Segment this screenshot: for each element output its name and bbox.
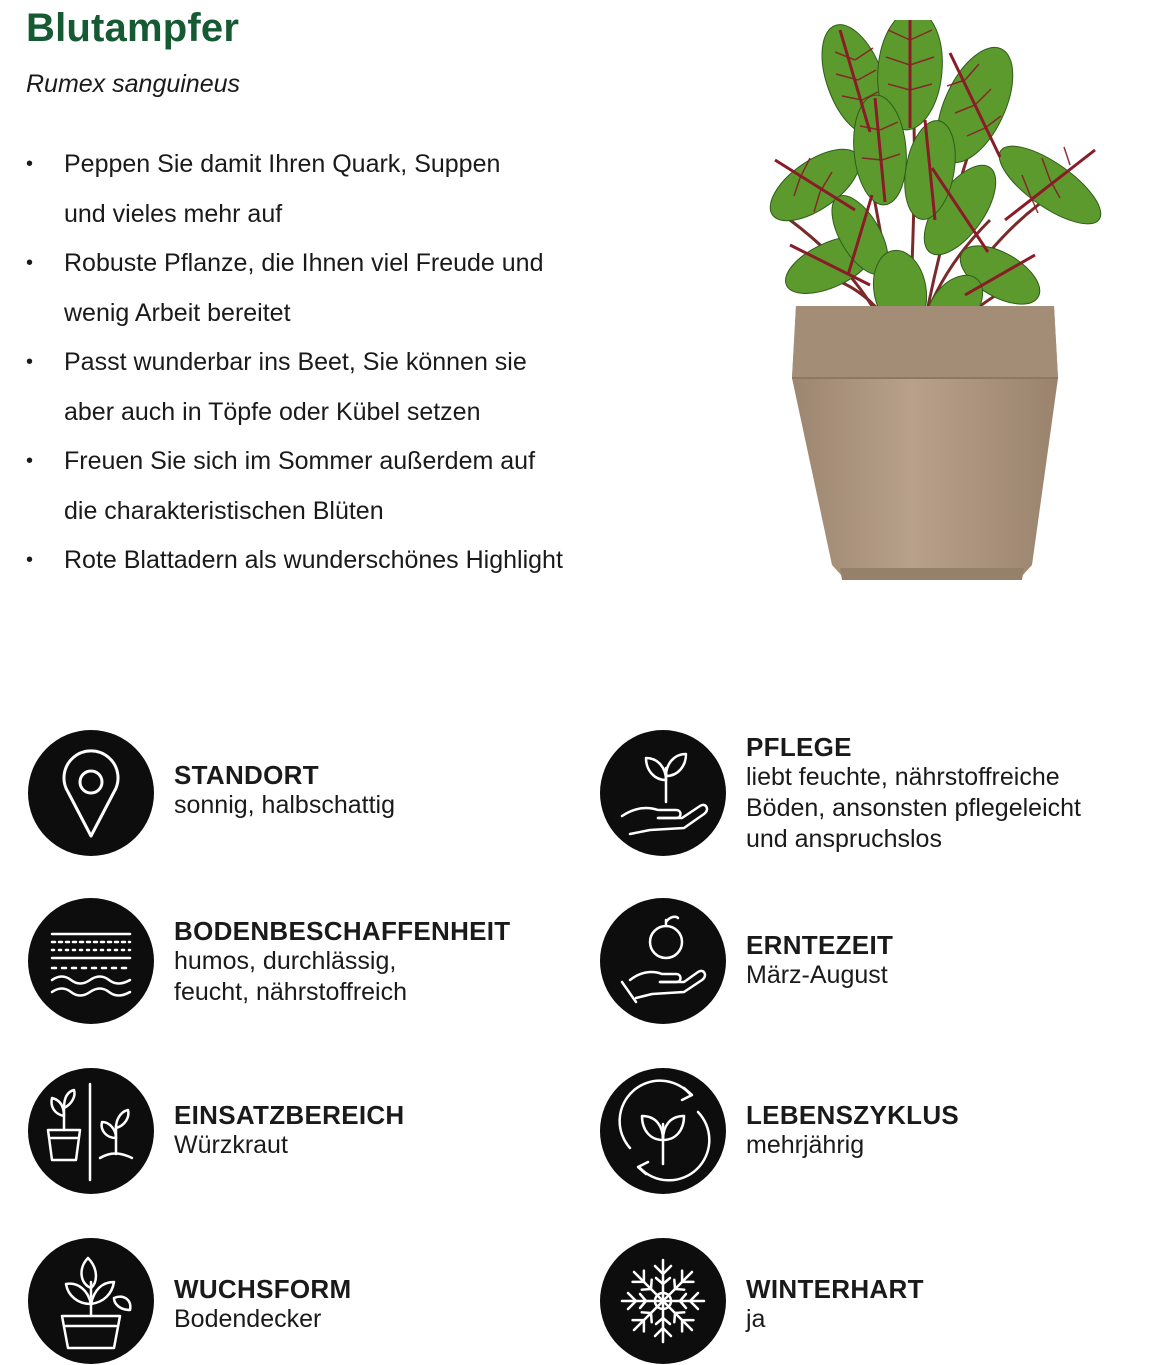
feature-value: liebt feuchte, nährstoffreiche: [746, 763, 1060, 791]
bullet-item: [26, 338, 626, 437]
product-title: Blutampfer: [26, 6, 240, 50]
bullet-dot: •: [26, 252, 34, 274]
bullet-dot: •: [26, 450, 34, 472]
bullet-text: Robuste Pflanze, die Ihnen viel Freude und: [64, 249, 544, 277]
feature-heading: PFLEGE: [746, 732, 852, 762]
feature-heading: EINSATZBEREICH: [174, 1100, 405, 1130]
feature-heading: WUCHSFORM: [174, 1274, 352, 1304]
feature-heading: LEBENSZYKLUS: [746, 1100, 960, 1130]
feature-value: mehrjährig: [746, 1131, 865, 1159]
pot-and-bed-icon: [28, 1068, 154, 1194]
life-cycle-icon: [600, 1068, 726, 1194]
feature-value: Bodendecker: [174, 1305, 322, 1333]
bullet-text: Freuen Sie sich im Sommer außerdem auf: [64, 447, 536, 475]
feature-value: März-August: [746, 961, 888, 989]
feature-wuchsform: [28, 1238, 351, 1364]
feature-value: feucht, nährstoffreich: [174, 978, 408, 1006]
bullet-item: [26, 536, 626, 586]
bullet-dot: •: [26, 351, 34, 373]
bullet-dot: •: [26, 153, 34, 175]
feature-value: ja: [746, 1305, 766, 1333]
latin-name: Rumex sanguineus: [26, 70, 241, 98]
soil-layers-icon: [28, 898, 154, 1024]
seedling-hand-icon: [600, 730, 726, 856]
bullet-text: und vieles mehr auf: [64, 199, 283, 228]
plant-illustration: [760, 20, 1110, 585]
plant-image: [760, 20, 1110, 585]
snowflake-icon: [600, 1238, 726, 1364]
feature-erntezeit: [600, 898, 893, 1024]
feature-heading: ERNTEZEIT: [746, 930, 894, 960]
bullet-text: Passt wunderbar ins Beet, Sie können sie: [64, 348, 527, 376]
feature-heading: WINTERHART: [746, 1274, 924, 1304]
bullet-item: [26, 437, 626, 536]
feature-pflege: [600, 730, 1081, 856]
feature-bullet-list: [26, 140, 626, 586]
feature-value: Böden, ansonsten pflegeleicht: [746, 794, 1081, 822]
bullet-text: Peppen Sie damit Ihren Quark, Suppen: [64, 150, 501, 178]
bullet-text: aber auch in Töpfe oder Kübel setzen: [64, 397, 481, 426]
feature-heading: STANDORT: [174, 760, 319, 790]
location-pin-icon: [28, 730, 154, 856]
feature-standort: [28, 730, 395, 856]
fruit-hand-icon: [600, 898, 726, 1024]
bullet-text: Rote Blattadern als wunderschönes Highlight: [64, 546, 563, 574]
feature-lebenszyklus: [600, 1068, 959, 1194]
feature-winterhart: [600, 1238, 924, 1364]
bullet-item: [26, 239, 626, 338]
feature-einsatz: [28, 1068, 405, 1194]
bullet-text: wenig Arbeit bereitet: [64, 298, 291, 327]
bullet-dot: •: [26, 549, 34, 571]
feature-boden: [28, 898, 511, 1024]
feature-heading: BODENBESCHAFFENHEIT: [174, 916, 511, 946]
feature-value: Würzkraut: [174, 1131, 288, 1159]
potted-plant-icon: [28, 1238, 154, 1364]
bullet-text: die charakteristischen Blüten: [64, 496, 384, 525]
bullet-item: [26, 140, 626, 239]
feature-value: sonnig, halbschattig: [174, 791, 395, 819]
feature-value: humos, durchlässig,: [174, 947, 397, 975]
feature-value: und anspruchslos: [746, 825, 942, 853]
